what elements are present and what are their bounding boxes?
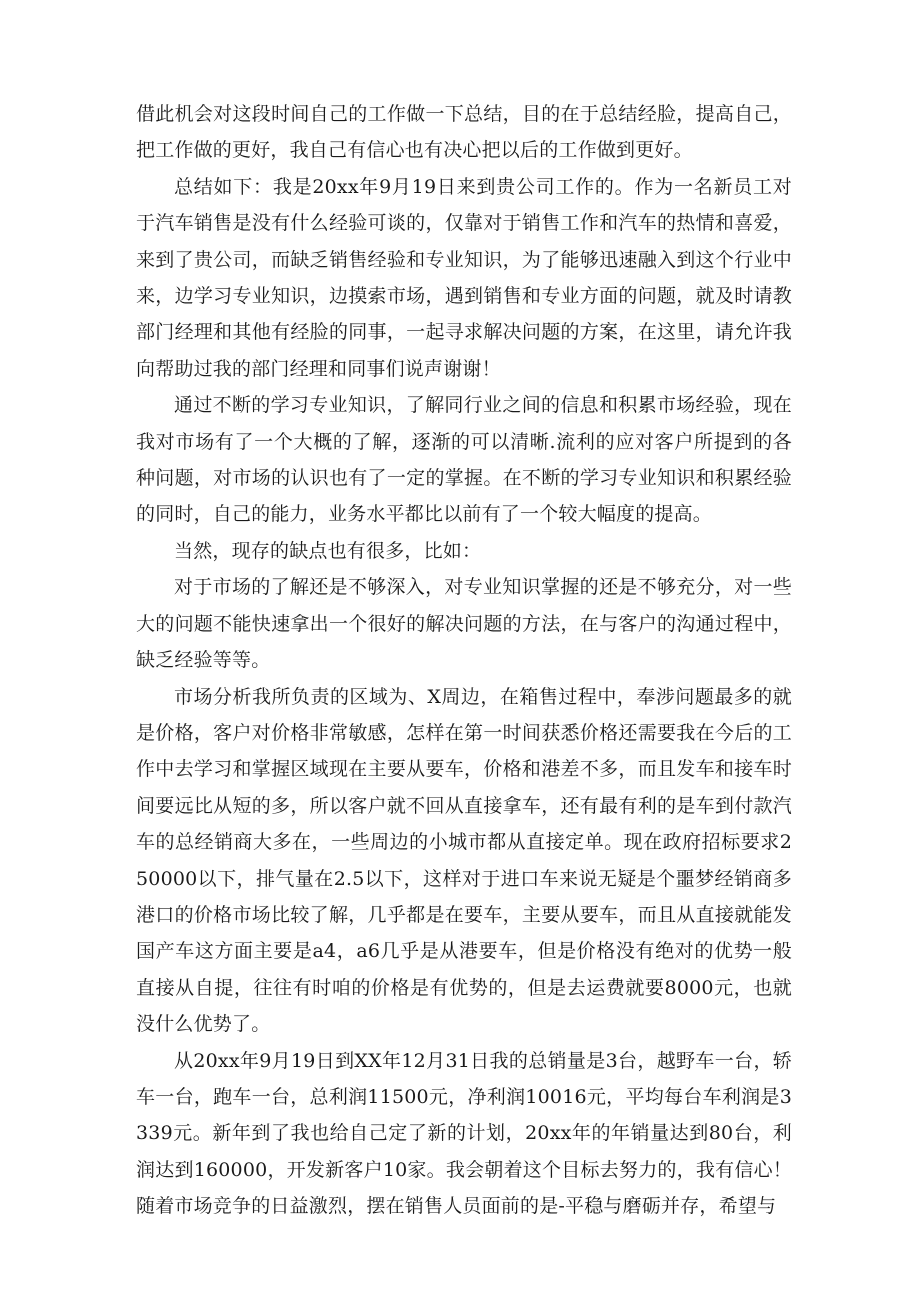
- paragraph-summary: 总结如下：我是20xx年9月19日来到贵公司工作的。作为一名新员工对于汽车销售是没有什么经验可谈的，仅靠对于销售工作和汽车的热情和喜爱，来到了贵公司，而缺乏销售经验和专业知识，为了能够迅速融入到这个行业中来，边学习专业知识，边摸索市场，遇到销售和专业方面的问题，就及时请教部门经理和其他有经脸的同事，一起寻求解决问题的方案，在这里，请允许我向帮助过我的部门经理和同事们说声谢谢！: [136, 175, 792, 380]
- paragraph-learning: 通过不断的学习专业知识，了解同行业之间的信息和积累市场经验，现在我对市场有了一个大概的了解，逐渐的可以清晰.流利的应对客户所提到的各种问题，对市场的认识也有了一定的掌握。在不断的学习专业知识和积累经验的同时，自己的能力，业务水平都比以前有了一个较大幅度的提高。: [136, 394, 792, 526]
- paragraph-market-analysis: 市场分析我所负责的区域为、X周边，在箱售过程中，奉涉问题最多的就是价格，客户对价格非常敏感，怎样在第一时间获悉价格还需要我在今后的工作中去学习和掌握区域现在主要从要车，价格和港差不多，而且发车和接车时间要远比从短的多，所以客户就不回从直接拿车，还有最有利的是车到付款汽车的总经销商大多在，一些周边的小城市都从直接定单。现在政府招标要求250000以下，排气量在2.5以下，这样对于进口车来说无疑是个噩梦经销商多港口的价格市场比较了解，几乎都是在要车，主要从要车，而且从直接就能发国产车这方面主要是a4，a6几乎是从港要车，但是价格没有绝对的优势一般直接从自提，往往有时咱的价格是有优势的，但是去运费就要8000元，也就没什么优势了。: [136, 685, 792, 1036]
- paragraph-intro: 借此机会对这段时间自己的工作做一下总结，目的在于总结经脸，提高自己，把工作做的更好，我自己有信心也有决心把以后的工作做到更好。: [136, 103, 792, 162]
- paragraph-shortcomings: 对于市场的了解还是不够深入，对专业知识掌握的还是不够充分，对一些大的问题不能快速拿出一个很好的解决问题的方法，在与客户的沟通过程中，缺乏经验等等。: [136, 576, 792, 672]
- paragraph-sales-figures: 从20xx年9月19日到XX年12月31日我的总销量是3台，越野车一台，轿车一台，跑车一台，总利润11500元，净利润10016元，平均每台车利润是3339元。新年到了我也给自己定了新的计划，20xx年的年销量达到80台，利润达到160000，开发新客户10家。我会朝着这个目标去努力的，我有信心！随着市场竞争的日益激烈，摆在销售人员面前的是-平稳与磨砺并存，希望与: [136, 1049, 792, 1218]
- paragraph-shortcomings-intro: 当然，现存的缺点也有很多，比如：: [174, 539, 482, 562]
